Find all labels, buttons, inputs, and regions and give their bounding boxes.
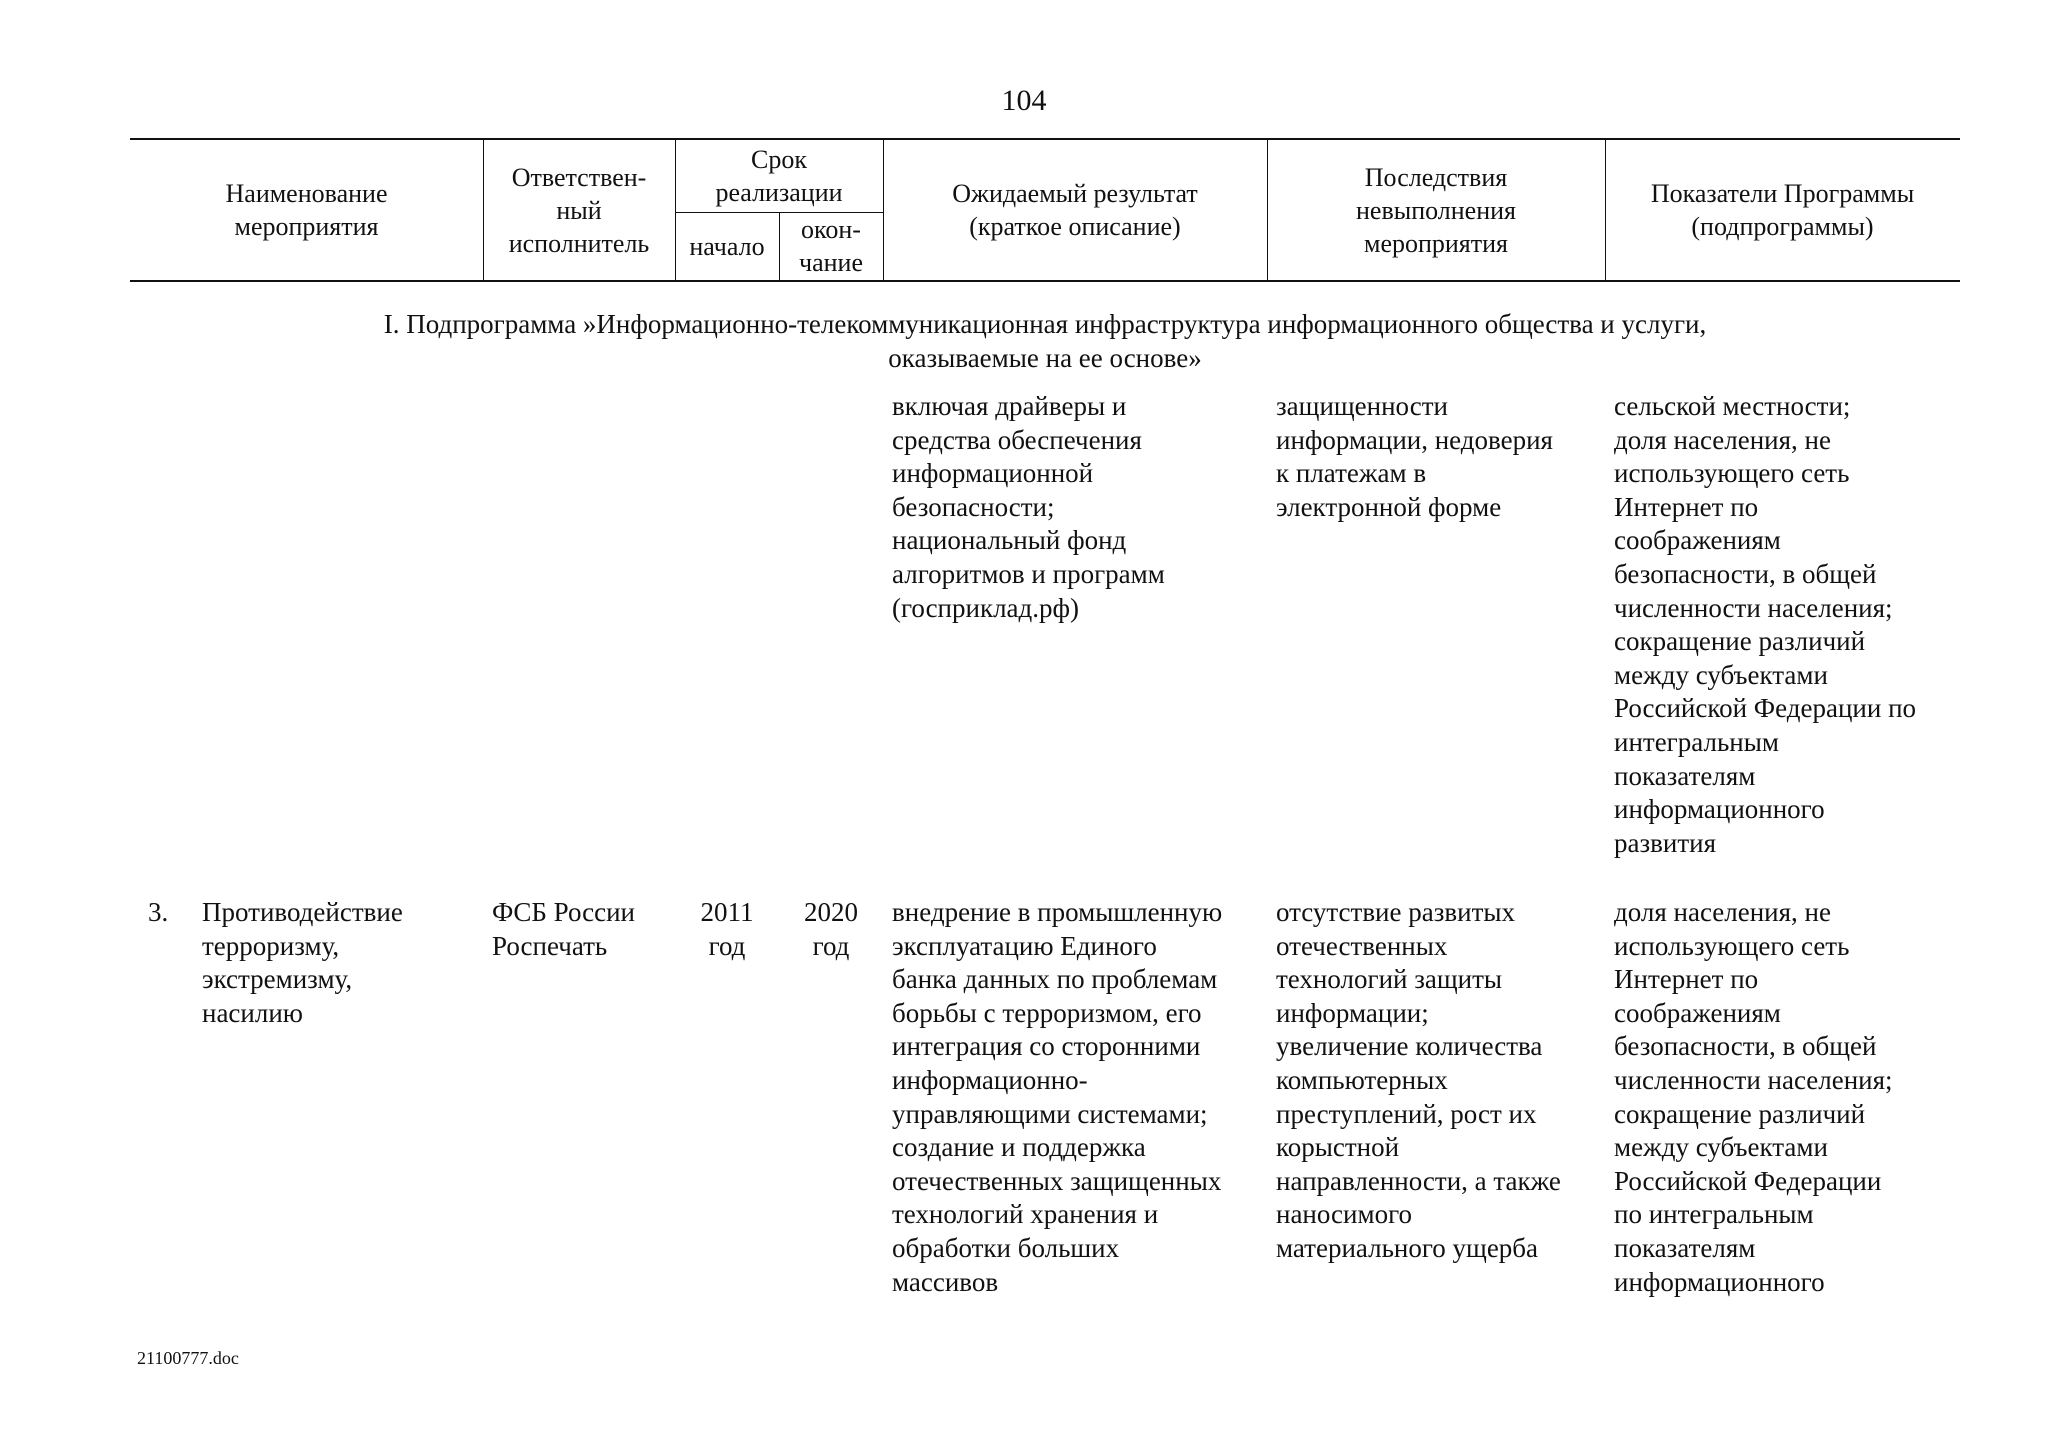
row-name: Противодействие терроризму, экстремизму, насилию — [202, 897, 403, 1028]
row-result: внедрение в промышленную эксплуатацию Единого банка данных по проблемам борьбы с терроризмом, его интеграция со сторонними информационно- управляющими системами; создание и поддержка отечественных защищенных технологий хранения и обработки больших массивов — [892, 897, 1223, 1297]
page-number: 104 — [1001, 84, 1047, 117]
subprogram-title: I. Подпрограмма »Информационно-телекоммуникационная инфраструктура информационного общества и услуги, оказываемые на ее основе» — [383, 309, 1707, 373]
header-indicators: Показатели Программы (подпрограммы) — [1650, 179, 1915, 241]
continuation-consequences: защищенности информации, недоверия к платежам в электронной форме — [1276, 391, 1553, 522]
row-executor: ФСБ России Роспечать — [492, 897, 635, 961]
header-executor: Ответствен- ный исполнитель — [508, 162, 650, 258]
continuation-result: включая драйверы и средства обеспечения информационной безопасности; национальный фонд алгоритмов и программ (госприклад.рф) — [892, 391, 1165, 623]
table-header — [130, 138, 1960, 282]
header-end: окон- чание — [799, 215, 863, 277]
continuation-indicators: сельской местности; доля населения, не использующего сеть Интернет по соображениям безопасности, в общей численности населения; сокращение различий между субъектами Российской Федерации по интегральным показателям информационного развития — [1614, 391, 1917, 858]
document-filename: 21100777.doc — [137, 1348, 239, 1368]
row-end: 2020 год — [804, 897, 858, 961]
header-result: Ожидаемый результат (краткое описание) — [952, 179, 1198, 241]
header-name: Наименование мероприятия — [225, 179, 388, 241]
header-consequences: Последствия невыполнения мероприятия — [1356, 162, 1516, 258]
row-number: 3. — [148, 897, 169, 927]
header-term: Срок реализации — [715, 145, 843, 207]
row-start: 2011 год — [700, 897, 754, 961]
row-indicators: доля населения, не использующего сеть Интернет по соображениям безопасности, в общей численности населения; сокращение различий между субъектами Российской Федерации по интегральным показателям информационного — [1614, 897, 1893, 1297]
row-consequences: отсутствие развитых отечественных технологий защиты информации; увеличение количества компьютерных преступлений, рост их корыстной направленности, а также наносимого материального ущерба — [1276, 897, 1561, 1263]
header-start: начало — [689, 231, 765, 261]
